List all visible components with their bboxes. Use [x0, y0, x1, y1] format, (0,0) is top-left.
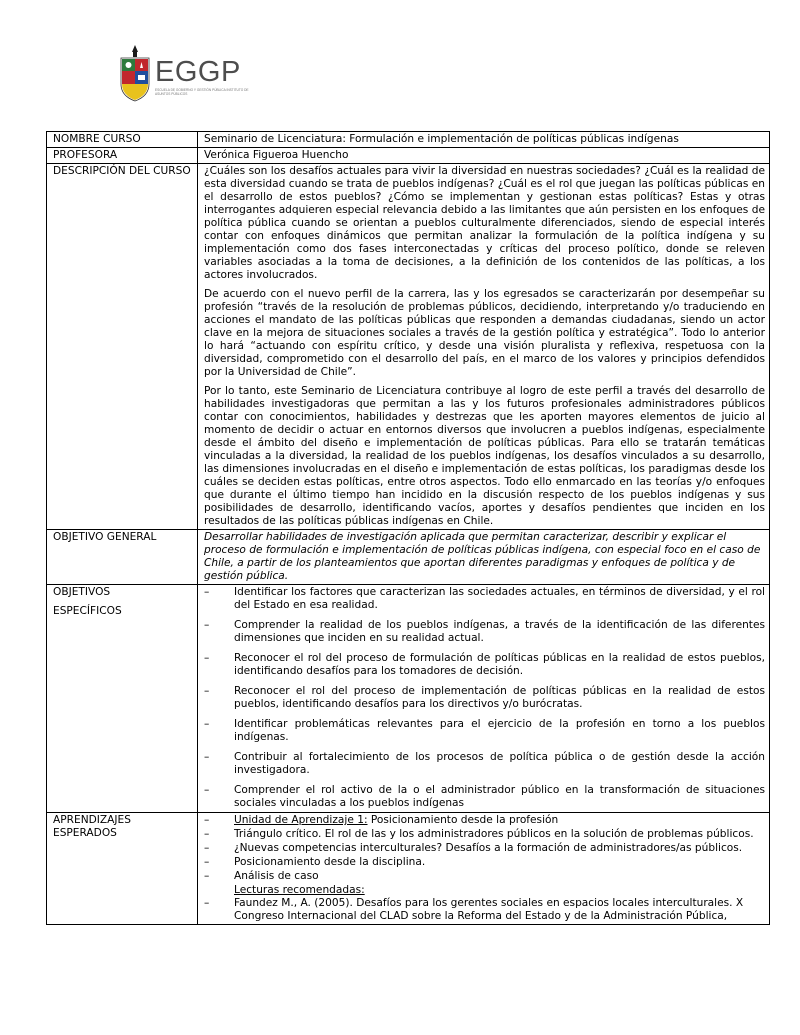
general-objective-value: Desarrollar habilidades de investigación aplicada que permitan caracterizar, describir y explicar el proceso de formulación e implementación de políticas públicas indígena, con especial foco en el caso de Chile, a partir de los planteamientos que aportan diferentes paradigmas y enfoques de política y de gestión pública.	[198, 530, 770, 585]
list-item: – ¿Nuevas competencias interculturales? Desafíos a la formación de administradores/as públicos.	[204, 842, 765, 855]
specific-objectives-list	[204, 586, 765, 810]
eggp-logo	[118, 44, 252, 106]
description-label: DESCRIPCIÓN DEL CURSO	[47, 164, 198, 530]
learning-list	[204, 814, 765, 883]
teacher-label: PROFESORA	[47, 148, 198, 164]
readings-label: Lecturas recomendadas:	[234, 884, 365, 896]
description-value	[198, 164, 770, 530]
logo-text: EGGP	[155, 56, 241, 88]
teacher-value: Verónica Figueroa Huencho	[198, 148, 770, 164]
course-name-label: NOMBRE CURSO	[47, 132, 198, 148]
list-item: – Identificar los factores que caracterizan las sociedades actuales, en términos de diversidad, y el rol del Estado en esa realidad.	[204, 586, 765, 612]
university-shield-icon	[118, 44, 152, 102]
unit-title	[204, 814, 765, 827]
list-item: – Identificar problemáticas relevantes para el ejercicio de la profesión en torno a los pueblos indígenas.	[204, 718, 765, 744]
general-objective-row	[47, 530, 770, 585]
learning-row	[47, 813, 770, 925]
list-item: – Posicionamiento desde la disciplina.	[204, 856, 765, 869]
general-objective-label: OBJETIVO GENERAL	[47, 530, 198, 585]
list-item: – Reconocer el rol del proceso de formulación de políticas públicas en la realidad de estos pueblos, identificando desafíos para los tomadores de decisión.	[204, 652, 765, 678]
list-item: – Comprender la realidad de los pueblos indígenas, a través de la identificación de las diferentes dimensiones que inciden en su realidad actual.	[204, 619, 765, 645]
course-name-row	[47, 132, 770, 148]
description-paragraph: ¿Cuáles son los desafíos actuales para vivir la diversidad en nuestras sociedades? ¿Cuál es la realidad de esta diversidad cuando se trata de pueblos indígenas? ¿Cuál es el rol que juegan las políticas públicas en el desarrollo de estos pueblos? ¿Cómo se implementan y gestionan estas políticas? Estas y otras interrogantes adquieren especial relevancia debido a las limitantes que aún persisten en los enfoques de política pública cuando se orientan a pueblos culturalmente diferenciados, siendo de especial interés contar con enfoques dinámicos que permitan analizar la formulación de la política indígena y su implementación como dos fases interconectadas y críticas del proceso político, donde se releven variables asociadas a la toma de decisiones, a la definición de los contenidos de las políticas, a los actores involucrados.	[204, 165, 765, 281]
list-item: – Comprender el rol activo de la o el administrador público en la transformación de situaciones sociales vinculadas a los pueblos indígenas	[204, 784, 765, 810]
list-item: – Reconocer el rol del proceso de implementación de políticas públicas en la realidad de estos pueblos, identificando desafíos para los directivos y/o burócratas.	[204, 685, 765, 711]
specific-objectives-row	[47, 585, 770, 813]
learning-label: APRENDIZAJES ESPERADOS	[47, 813, 198, 925]
description-paragraph: Por lo tanto, este Seminario de Licenciatura contribuye al logro de este perfil a través del desarrollo de habilidades investigadoras que permitan a las y los futuros profesionales administradores públicos contar con conocimientos, habilidades y destrezas que les aporten mayores elementos de juicio al momento de decidir o actuar en entornos diversos que involucren a pueblos indígenas, especialmente desde el ámbito del diseño e implementación de políticas públicas. Para ello se tratarán temáticas vinculadas a la diversidad, la realidad de los pueblos indígenas, los desafíos vinculados a su desarrollo, las dimensiones involucradas en el diseño e implementación de estas políticas, los paradigmas desde los cuáles se deciden estas políticas, entre otros aspectos. Todo ello enmarcado en las teorías y/o enfoques que durante el último tiempo han incidido en la discusión respecto de los pueblos indígenas y sus posibilidades de desarrollo, identificando vacíos, aportes y desafíos pendientes que inciden en los resultados de las políticas públicas indígenas en Chile.	[204, 385, 765, 527]
list-item: – Análisis de caso	[204, 870, 765, 883]
specific-objectives-label	[47, 585, 198, 813]
reading-item: – Faundez M., A. (2005). Desafíos para los gerentes sociales en espacios locales interculturales. X Congreso Internacional del CLAD sobre la Reforma del Estado y de la Administración Pública,	[204, 897, 765, 923]
unit-title-rest: Posicionamiento desde la profesión	[370, 814, 559, 826]
list-item: – Triángulo crítico. El rol de las y los administradores públicos en la solución de problemas públicos.	[204, 828, 765, 841]
specific-objectives-label-line2: ESPECÍFICOS	[53, 605, 122, 617]
description-row	[47, 164, 770, 530]
logo-subtitle: ESCUELA DE GOBIERNO Y GESTIÓN PÚBLICA INSTITUTO DE ASUNTOS PÚBLICOS	[155, 88, 249, 97]
learning-value	[198, 813, 770, 925]
specific-objectives-label-line1: OBJETIVOS	[53, 586, 111, 598]
unit-title-prefix: Unidad de Aprendizaje 1:	[234, 814, 368, 826]
teacher-row	[47, 148, 770, 164]
specific-objectives-value	[198, 585, 770, 813]
list-item: – Contribuir al fortalecimiento de los procesos de política pública o de gestión desde la acción investigadora.	[204, 751, 765, 777]
description-paragraph: De acuerdo con el nuevo perfil de la carrera, las y los egresados se caracterizarán por desempeñar su profesión “través de la resolución de problemas públicos, decidiendo, interpretando y/o traduciendo en acciones el mandato de las políticas públicas que responden a demandas ciudadanas, siendo un actor clave en la mejora de situaciones sociales a través de la gestión política y estratégica”. Todo lo anterior lo hará “actuando con espíritu crítico, y desde una visión pluralista y reflexiva, respetuosa con la diversidad, comprometido con el desarrollo del país, en el marco de los valores y principios defendidos por la Universidad de Chile”.	[204, 288, 765, 378]
course-name-value: Seminario de Licenciatura: Formulación e implementación de políticas públicas indígenas	[198, 132, 770, 148]
readings-list	[204, 897, 765, 923]
course-table	[46, 131, 770, 925]
